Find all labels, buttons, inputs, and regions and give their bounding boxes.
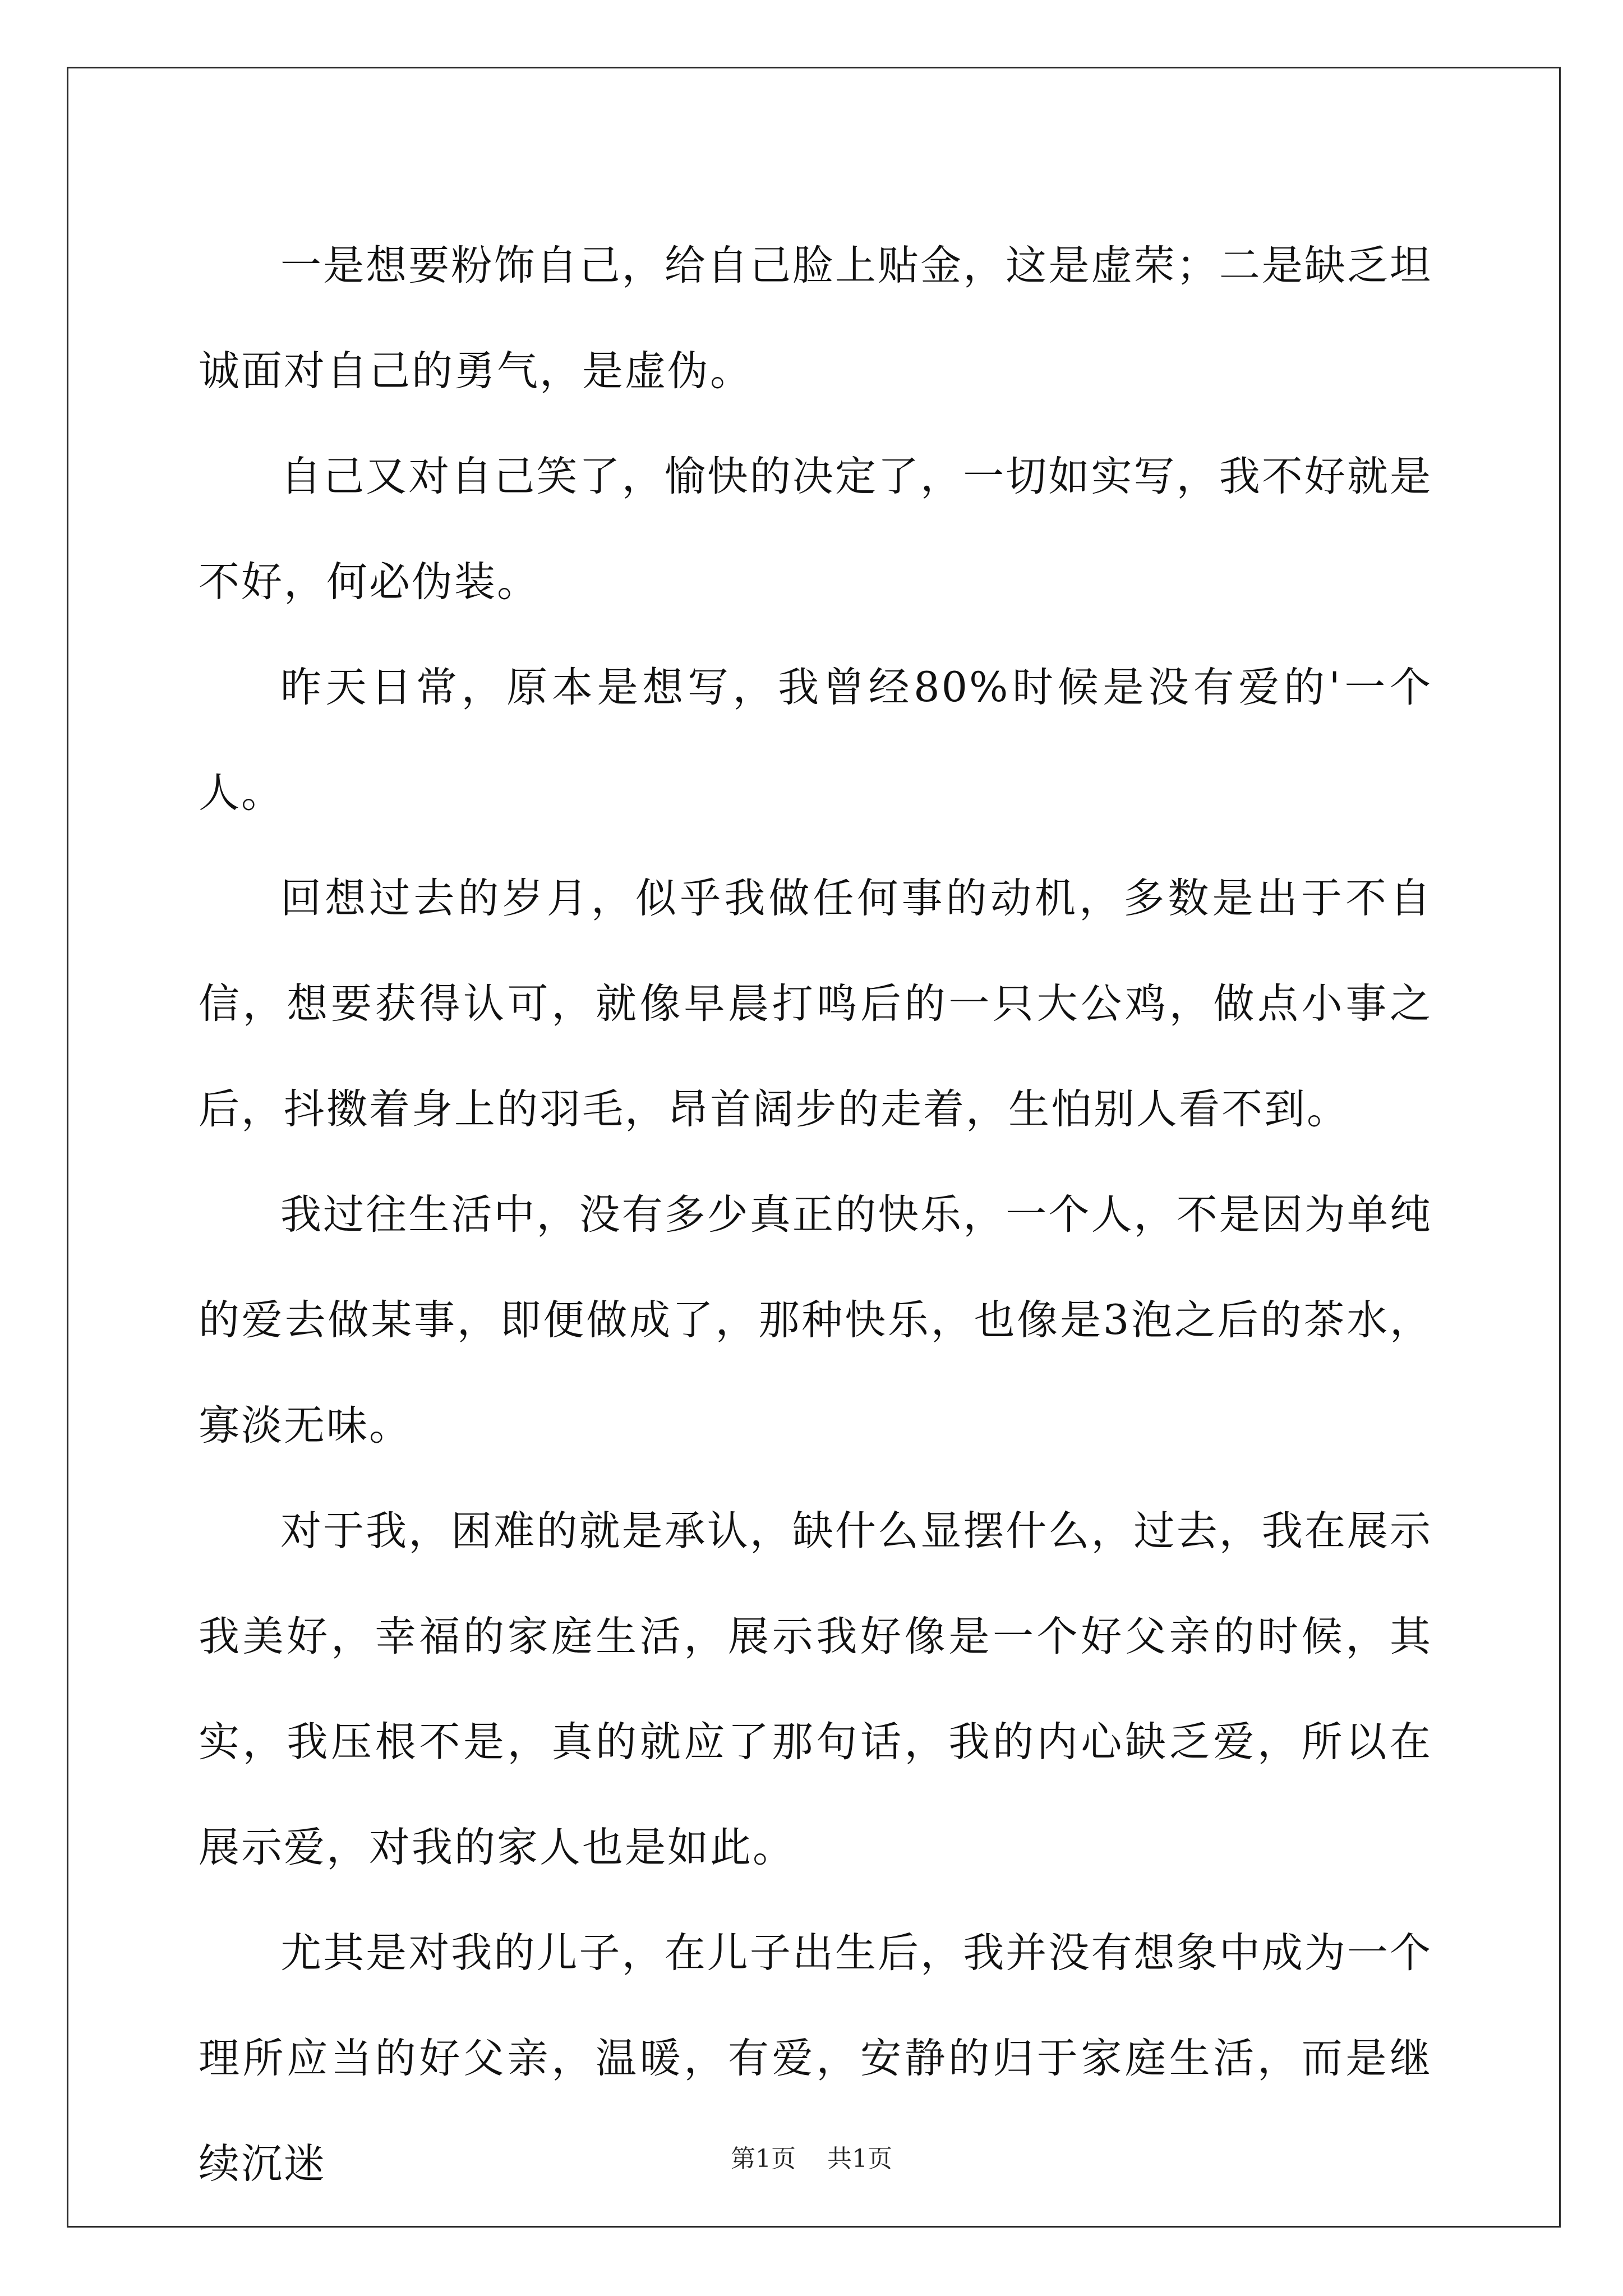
page-number: 第1页 [731, 2145, 796, 2173]
page-total: 共1页 [827, 2145, 892, 2173]
paragraph-7: 尤其是对我的儿子，在儿子出生后，我并没有想象中成为一个理所应当的好父亲，温暖，有爱，安静的归于家庭生活，而是继续沉迷 [199, 1929, 1432, 2188]
paragraph-4: 回想过去的岁月，似乎我做任何事的动机，多数是出于不自信，想要获得认可，就像早晨打鸣后的一只大公鸡，做点小事之后，抖擞着身上的羽毛，昂首阔步的走着，生怕别人看不到。 [199, 875, 1432, 1133]
page-footer [0, 2138, 1623, 2174]
paragraph-1: 一是想要粉饰自己，给自己脸上贴金，这是虚荣；二是缺乏坦诚面对自己的勇气，是虚伪。 [199, 242, 1432, 395]
paragraph-5: 我过往生活中，没有多少真正的快乐，一个人，不是因为单纯的爱去做某事，即便做成了，那种快乐，也像是3泡之后的茶水，寡淡无味。 [199, 1191, 1432, 1450]
paragraph-6: 对于我，困难的就是承认，缺什么显摆什么，过去，我在展示我美好，幸福的家庭生活，展示我好像是一个好父亲的时候，其实，我压根不是，真的就应了那句话，我的内心缺乏爱，所以在展示爱，对我的家人也是如此。 [199, 1507, 1432, 1871]
paragraph-2: 自己又对自己笑了，愉快的决定了，一切如实写，我不好就是不好，何必伪装。 [199, 453, 1432, 606]
document-body [199, 213, 1432, 2217]
paragraph-3: 昨天日常，原本是想写，我曾经80%时候是没有爱的'一个人。 [199, 664, 1432, 817]
